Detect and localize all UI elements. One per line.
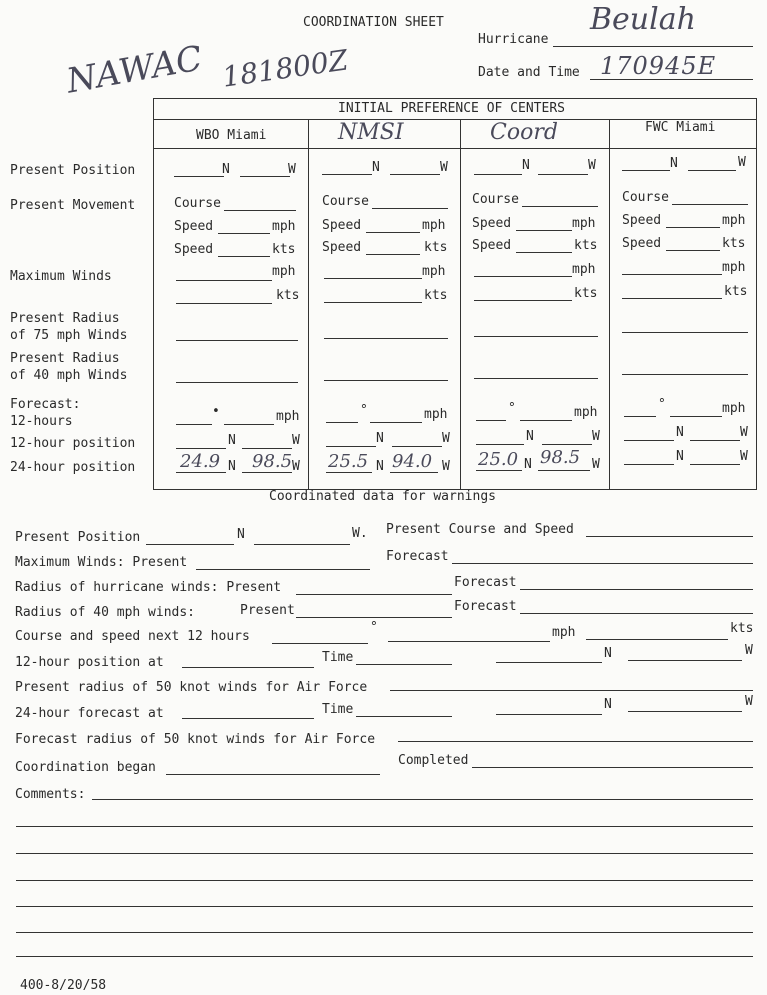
- fill-line: [516, 252, 572, 253]
- unit-label: Speed: [472, 238, 512, 253]
- unit-label: Speed: [322, 240, 362, 255]
- fill-line: [366, 232, 420, 233]
- label-radius-40: Radius of 40 mph winds:: [15, 605, 196, 620]
- col-header-nmsi: NMSI: [338, 120, 404, 145]
- unit-label: N: [222, 162, 230, 177]
- fill-line: [176, 424, 212, 425]
- fill-line: [624, 440, 674, 441]
- fill-line: [628, 711, 742, 712]
- hurricane-name-handwritten: Beulah: [590, 2, 696, 37]
- row-label-radius75-line2: of 75 mph Winds: [10, 328, 128, 343]
- pos24-lat-wbo: 24.9: [180, 451, 221, 472]
- label-present-course-speed: Present Course and Speed: [386, 522, 574, 537]
- fill-line: [474, 378, 598, 379]
- unit-label: W: [442, 459, 450, 474]
- label-present-position: Present Position: [15, 530, 141, 545]
- fill-line: [476, 420, 506, 421]
- fill-line: [272, 643, 368, 644]
- unit-label: kts: [574, 238, 598, 253]
- fill-line: [542, 444, 592, 445]
- unit-label: °: [658, 397, 666, 412]
- unit-label: W: [745, 694, 753, 709]
- preference-table: [153, 98, 757, 490]
- fill-line: [586, 639, 728, 640]
- fill-line: [390, 174, 440, 175]
- unit-label: °: [508, 401, 516, 416]
- fill-line: [666, 250, 720, 251]
- fill-line: [390, 690, 753, 691]
- col-divider-1: [308, 119, 309, 490]
- fill-line: [176, 382, 298, 383]
- comment-line: [16, 880, 753, 881]
- unit-label: N: [526, 429, 534, 444]
- unit-label: Speed: [472, 216, 512, 231]
- unit-label: kts: [724, 284, 748, 299]
- unit-label: Completed: [398, 753, 469, 768]
- fill-line: [622, 274, 722, 275]
- hurricane-line: [553, 46, 753, 47]
- fill-line: [176, 472, 226, 473]
- unit-label: N: [524, 457, 532, 472]
- unit-label: kts: [424, 288, 448, 303]
- unit-label: mph: [572, 262, 596, 277]
- unit-label: °: [360, 403, 368, 418]
- unit-label: Course: [322, 194, 369, 209]
- fill-line: [690, 440, 740, 441]
- fill-line: [476, 444, 524, 445]
- fill-line: [628, 660, 742, 661]
- unit-label: N: [376, 431, 384, 446]
- fill-line: [176, 280, 272, 281]
- fill-line: [472, 767, 753, 768]
- fill-line: [474, 276, 572, 277]
- label-forecast-radius50: Forecast radius of 50 knot winds for Air Force: [15, 732, 376, 747]
- label-coord-began: Coordination began: [15, 760, 156, 775]
- unit-label: mph: [722, 401, 746, 416]
- fill-line: [296, 617, 452, 618]
- unit-label: W: [292, 459, 300, 474]
- fill-line: [324, 302, 422, 303]
- fill-line: [182, 667, 314, 668]
- fill-line: [176, 448, 226, 449]
- fill-line: [254, 544, 350, 545]
- unit-label: Time: [322, 702, 354, 717]
- fill-line: [366, 254, 420, 255]
- fill-line: [666, 227, 720, 228]
- fill-line: [388, 641, 550, 642]
- unit-label: Course: [472, 192, 519, 207]
- unit-label: mph: [422, 218, 446, 233]
- fill-line: [496, 714, 602, 715]
- date-time-label: Date and Time: [478, 65, 580, 80]
- fill-line: [326, 446, 376, 447]
- unit-label: mph: [424, 407, 448, 422]
- fill-line: [370, 422, 422, 423]
- unit-label: •: [212, 404, 220, 419]
- fill-line: [224, 210, 296, 211]
- unit-label: mph: [574, 405, 598, 420]
- fill-line: [356, 664, 452, 665]
- fill-line: [324, 380, 448, 381]
- fill-line: [624, 464, 674, 465]
- table-title: INITIAL PREFERENCE OF CENTERS: [338, 101, 565, 116]
- unit-label: N: [522, 158, 530, 173]
- unit-label: kts: [272, 242, 296, 257]
- fill-line: [324, 278, 422, 279]
- row-label-24hr-position: 24-hour position: [10, 460, 136, 475]
- label-max-winds-present: Maximum Winds: Present: [15, 555, 188, 570]
- fill-line: [520, 613, 753, 614]
- unit-label: mph: [272, 264, 296, 279]
- comment-line: [16, 932, 753, 933]
- label-12hr-position-at: 12-hour position at: [15, 655, 164, 670]
- fill-line: [224, 424, 274, 425]
- label-course-speed-12: Course and speed next 12 hours: [15, 629, 250, 644]
- row-label-radius40-line2: of 40 mph Winds: [10, 368, 128, 383]
- row-label-forecast-line2: 12-hours: [10, 414, 73, 429]
- pos24-lon-wbo: 98.5: [252, 451, 293, 472]
- fill-line: [622, 332, 748, 333]
- fill-line: [146, 544, 234, 545]
- comment-line: [92, 799, 753, 800]
- unit-label: N: [604, 697, 612, 712]
- unit-label: N: [372, 160, 380, 175]
- unit-label: Speed: [174, 219, 214, 234]
- row-label-maximum-winds: Maximum Winds: [10, 269, 112, 284]
- row-label-forecast-line1: Forecast:: [10, 397, 81, 412]
- unit-label: Course: [622, 190, 669, 205]
- label-radius-hurricane: Radius of hurricane winds: Present: [15, 580, 282, 595]
- unit-label: W: [442, 431, 450, 446]
- unit-label: W: [592, 457, 600, 472]
- fill-line: [242, 472, 292, 473]
- fill-line: [522, 206, 598, 207]
- fill-line: [182, 718, 314, 719]
- label-comments: Comments:: [15, 787, 86, 802]
- unit-label: N: [228, 433, 236, 448]
- fill-line: [372, 208, 448, 209]
- unit-label: N: [228, 459, 236, 474]
- unit-label: W: [745, 643, 753, 658]
- fill-line: [218, 233, 270, 234]
- pos24-lat-coord: 25.0: [478, 449, 519, 470]
- unit-label: W: [740, 449, 748, 464]
- comment-line: [16, 956, 753, 957]
- annotation-time: 181800Z: [220, 43, 351, 94]
- fill-line: [672, 204, 748, 205]
- unit-label: N: [676, 449, 684, 464]
- form-number: 400-8/20/58: [20, 978, 107, 993]
- fill-line: [474, 336, 598, 337]
- fill-line: [688, 170, 736, 171]
- col-header-fwc-miami: FWC Miami: [645, 120, 716, 135]
- row-label-12hr-position: 12-hour position: [10, 436, 136, 451]
- unit-label: Present: [240, 603, 295, 618]
- fill-line: [586, 536, 753, 537]
- col-header-coord: Coord: [490, 120, 558, 145]
- unit-label: mph: [722, 260, 746, 275]
- fill-line: [176, 340, 298, 341]
- fill-line: [296, 594, 452, 595]
- unit-label: Time: [322, 650, 354, 665]
- unit-label: N: [237, 527, 245, 542]
- unit-label: W: [738, 155, 746, 170]
- unit-label: W: [592, 429, 600, 444]
- unit-label: N: [670, 156, 678, 171]
- unit-label: °: [370, 620, 378, 635]
- label-radius50-af: Present radius of 50 knot winds for Air Force: [15, 680, 368, 695]
- unit-label: mph: [572, 216, 596, 231]
- unit-label: W: [292, 433, 300, 448]
- fill-line: [324, 338, 448, 339]
- fill-line: [690, 464, 740, 465]
- unit-label: Speed: [322, 218, 362, 233]
- fill-line: [476, 470, 522, 471]
- row-label-present-movement: Present Movement: [10, 198, 136, 213]
- col-header-wbo-miami: WBO Miami: [196, 128, 267, 143]
- unit-label: N: [604, 646, 612, 661]
- fill-line: [166, 774, 380, 775]
- fill-line: [622, 170, 670, 171]
- unit-label: W: [288, 162, 296, 177]
- unit-label: kts: [574, 286, 598, 301]
- unit-label: W: [588, 158, 596, 173]
- fill-line: [196, 569, 370, 570]
- header-underline: [153, 148, 757, 149]
- fill-line: [356, 716, 452, 717]
- fill-line: [240, 176, 290, 177]
- unit-label: mph: [722, 213, 746, 228]
- unit-label: Speed: [622, 213, 662, 228]
- unit-label: Speed: [174, 242, 214, 257]
- col-divider-3: [609, 119, 610, 490]
- pos24-lon-coord: 98.5: [540, 447, 581, 468]
- fill-line: [392, 446, 442, 447]
- fill-line: [474, 300, 572, 301]
- fill-line: [496, 662, 602, 663]
- fill-line: [538, 470, 590, 471]
- fill-line: [174, 176, 224, 177]
- fill-line: [520, 589, 753, 590]
- fill-line: [398, 741, 753, 742]
- unit-label: Speed: [622, 236, 662, 251]
- unit-label: kts: [730, 621, 754, 636]
- unit-label: kts: [276, 288, 300, 303]
- fill-line: [538, 174, 588, 175]
- fill-line: [452, 563, 753, 564]
- unit-label: W.: [352, 526, 368, 541]
- pos24-lon-nmsi: 94.0: [392, 451, 433, 472]
- fill-line: [622, 298, 722, 299]
- unit-label: kts: [722, 236, 746, 251]
- unit-label: N: [376, 459, 384, 474]
- annotation-nawac: NAWAC: [63, 38, 206, 102]
- fill-line: [326, 422, 358, 423]
- label-forecast-24-at: 24-hour forecast at: [15, 706, 164, 721]
- fill-line: [520, 420, 572, 421]
- comment-line: [16, 906, 753, 907]
- date-time-handwritten: 170945E: [600, 52, 717, 80]
- unit-label: mph: [272, 219, 296, 234]
- col-divider-2: [460, 119, 461, 490]
- unit-label: mph: [422, 264, 446, 279]
- unit-label: kts: [424, 240, 448, 255]
- fill-line: [474, 174, 522, 175]
- fill-line: [390, 472, 438, 473]
- fill-line: [322, 174, 372, 175]
- fill-line: [218, 256, 270, 257]
- unit-label: Forecast: [454, 599, 517, 614]
- fill-line: [326, 472, 372, 473]
- hurricane-label: Hurricane: [478, 32, 549, 47]
- fill-line: [622, 374, 748, 375]
- unit-label: mph: [276, 409, 300, 424]
- comment-line: [16, 853, 753, 854]
- row-label-radius40-line1: Present Radius: [10, 351, 120, 366]
- unit-label: Forecast: [454, 575, 517, 590]
- unit-label: W: [740, 425, 748, 440]
- unit-label: N: [676, 425, 684, 440]
- fill-line: [624, 416, 656, 417]
- fill-line: [242, 448, 292, 449]
- unit-label: Course: [174, 196, 221, 211]
- row-label-radius75-line1: Present Radius: [10, 311, 120, 326]
- comment-line: [16, 826, 753, 827]
- fill-line: [670, 416, 722, 417]
- unit-label: W: [440, 160, 448, 175]
- page-title: COORDINATION SHEET: [303, 15, 444, 30]
- coordinated-heading: Coordinated data for warnings: [269, 489, 496, 504]
- fill-line: [516, 230, 572, 231]
- row-label-present-position: Present Position: [10, 163, 136, 178]
- unit-label: mph: [552, 625, 576, 640]
- pos24-lat-nmsi: 25.5: [328, 451, 369, 472]
- fill-line: [176, 303, 272, 304]
- unit-label: Forecast: [386, 549, 449, 564]
